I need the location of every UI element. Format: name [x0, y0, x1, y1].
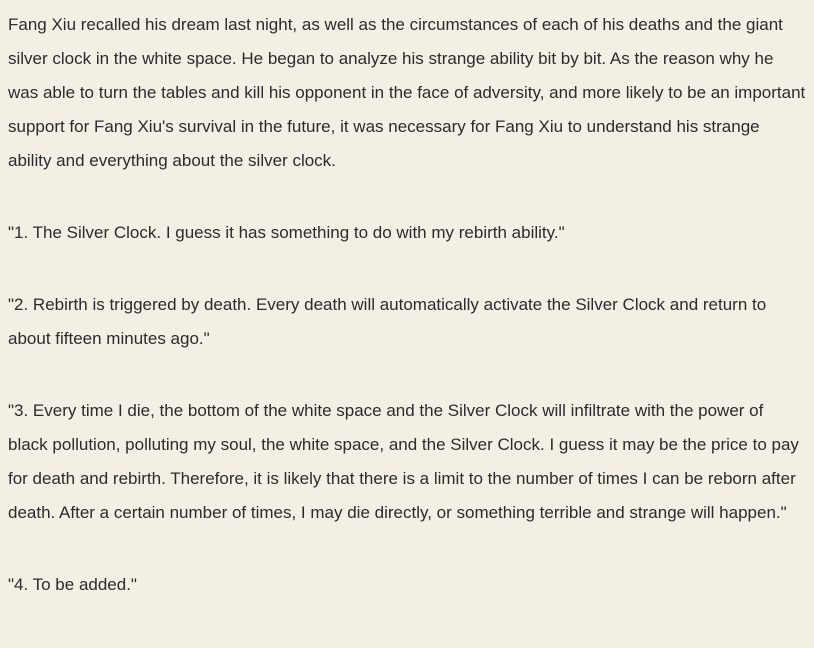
paragraph-point-2: "2. Rebirth is triggered by death. Every death will automatically activate the Silver Clock and return to about fifteen minutes ago."	[8, 295, 767, 348]
paragraph-point-1: "1. The Silver Clock. I guess it has something to do with my rebirth ability."	[8, 223, 565, 242]
paragraph-intro: Fang Xiu recalled his dream last night, as well as the circumstances of each of his deaths and the giant silver clock in the white space. He began to analyze his strange ability bit by bit. As the reason why he was able to turn the tables and kill his opponent in the face of adversity, and more likely to be an important support for Fang Xiu's survival in the future, it was necessary for Fang Xiu to understand his strange ability and everything about the silver clock.	[8, 15, 806, 170]
paragraph-point-4: "4. To be added."	[8, 575, 137, 594]
paragraph-point-3: "3. Every time I die, the bottom of the white space and the Silver Clock will infiltrate with the power of black pollution, polluting my soul, the white space, and the Silver Clock. I guess it may be the price to pay for death and rebirth. Therefore, it is likely that there is a limit to the number of times I can be reborn after death. After a certain number of times, I may die directly, or something terrible and strange will happen."	[8, 401, 799, 522]
